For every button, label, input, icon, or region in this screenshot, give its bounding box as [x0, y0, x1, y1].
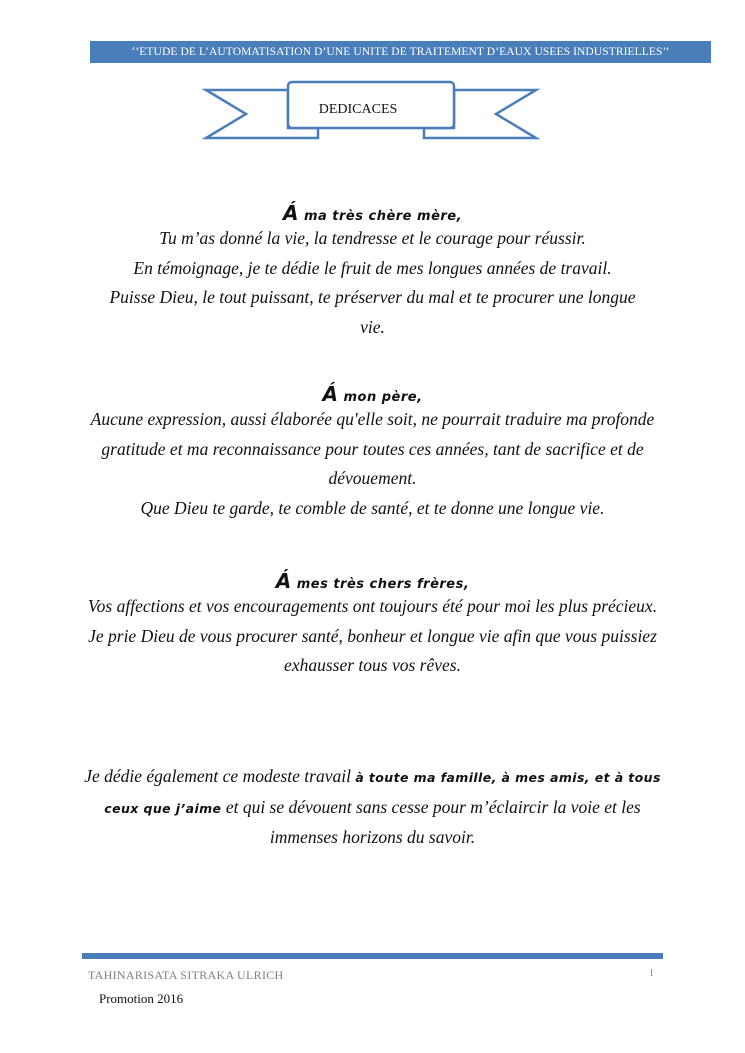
- footer-author: TAHINARISATA SITRAKA ULRICH: [88, 968, 284, 982]
- dedication-text: Aucune expression, aussi élaborée qu'elle soit, ne pourrait traduire ma profonde gratitude et ma reconnaissance pour toutes ces années, tant de sacrifice et de dévouement. Que Dieu te garde, te comble de santé, et te donne une longue vie.: [90, 409, 655, 518]
- dedication-closing: Je dédie également ce modeste travail à toute ma famille, à mes amis, et à tous ceux que j’aime et qui se dévouent sans cesse pour m’éclaircir la voie et les immenses horizons du savoir.: [84, 766, 661, 847]
- closing-emphasis: à toute ma famille, à mes amis, et à tous ceux que j’aime: [104, 770, 661, 816]
- dedication-brothers: [80, 569, 665, 681]
- document-header-title: ‘’ETUDE DE L’AUTOMATISATION D’UNE UNITE DE TRAITEMENT D’EAUX USEES INDUSTRIELLES’’: [90, 41, 711, 63]
- footer-divider: [82, 953, 663, 959]
- dedication-heading: Á ma très chère mère,: [282, 201, 463, 225]
- dedication-father: [80, 382, 665, 523]
- banner-title: DEDICACES: [318, 102, 398, 117]
- dedication-mother: [80, 201, 665, 342]
- dedication-text: Vos affections et vos encouragements ont toujours été pour moi les plus précieux. Je prie Dieu de vous procurer santé, bonheur et longue vie afin que vous puissiez exhausser tous vos rêves.: [87, 596, 658, 675]
- footer-promotion: Promotion 2016: [99, 991, 184, 1006]
- dedication-text: Tu m’as donné la vie, la tendresse et le courage pour réussir. En témoignage, je te dédie le fruit de mes longues années de travail. Puisse Dieu, le tout puissant, te préserver du mal et te procurer une longue vie.: [109, 228, 636, 337]
- dedication-heading: Á mes très chers frères,: [275, 569, 470, 593]
- dedication-heading: Á mon père,: [322, 382, 423, 406]
- page-number: I: [650, 968, 653, 978]
